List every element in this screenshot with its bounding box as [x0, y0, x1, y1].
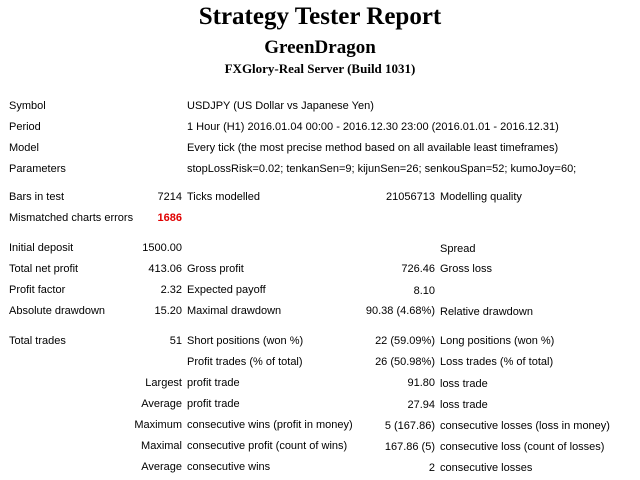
- initial-deposit-value: 1500.00: [142, 242, 182, 254]
- symbol-value: USDJPY (US Dollar vs Japanese Yen): [187, 100, 374, 112]
- profit-factor-label: Profit factor: [9, 284, 66, 296]
- period-label: Period: [9, 121, 41, 133]
- max-losses-label: consecutive losses (loss in money): [440, 420, 610, 432]
- average-profit-value: 27.94: [407, 399, 435, 411]
- maximal-loss-label: consecutive loss (count of losses): [440, 441, 605, 453]
- absolute-drawdown-label: Absolute drawdown: [9, 305, 106, 317]
- model-label: Model: [9, 142, 39, 154]
- short-positions-value: 22 (59.09%): [375, 335, 435, 347]
- bars-label: Bars in test: [9, 191, 65, 203]
- average-label: Average: [141, 398, 182, 410]
- maximal-profit-value: 167.86 (5): [384, 441, 435, 453]
- maximum-label: Maximum: [134, 419, 182, 431]
- long-positions-label: Long positions (won %): [440, 335, 555, 347]
- expert-name: GreenDragon: [264, 37, 376, 58]
- mismatch-value: 1686: [157, 212, 182, 224]
- maximal-drawdown-label: Maximal drawdown: [187, 305, 282, 317]
- largest-profit-label: profit trade: [187, 377, 240, 389]
- ticks-value: 21056713: [386, 191, 435, 203]
- model-value: Every tick (the most precise method based on all available least timeframes): [187, 142, 559, 154]
- bars-value: 7214: [157, 191, 182, 203]
- total-trades-label: Total trades: [9, 335, 66, 347]
- quality-label: Modelling quality: [440, 191, 522, 203]
- net-profit-value: 413.06: [148, 263, 182, 275]
- server-name: FXGlory-Real Server (Build 1031): [224, 61, 416, 76]
- average-loss-label: loss trade: [440, 399, 488, 411]
- total-trades-value: 51: [169, 335, 182, 347]
- expected-payoff-value: 8.10: [413, 285, 435, 297]
- expected-payoff-label: Expected payoff: [187, 284, 266, 296]
- short-positions-label: Short positions (won %): [187, 335, 304, 347]
- largest-loss-label: loss trade: [440, 378, 488, 390]
- ticks-label: Ticks modelled: [187, 191, 260, 203]
- mismatch-label: Mismatched charts errors: [9, 212, 134, 224]
- gross-loss-label: Gross loss: [440, 263, 492, 275]
- relative-drawdown-label: Relative drawdown: [440, 306, 533, 318]
- gross-profit-value: 726.46: [401, 263, 435, 275]
- maximal-drawdown-value: 90.38 (4.68%): [365, 305, 435, 317]
- average-wins-value: 2: [428, 462, 435, 474]
- parameters-label: Parameters: [9, 163, 66, 175]
- average-wins-label: consecutive wins: [187, 461, 271, 473]
- average-losses-label: consecutive losses: [440, 462, 533, 474]
- profit-trades-label: Profit trades (% of total): [187, 356, 303, 368]
- loss-trades-label: Loss trades (% of total): [440, 356, 554, 368]
- symbol-label: Symbol: [9, 100, 46, 112]
- largest-profit-value: 91.80: [407, 377, 435, 389]
- profit-trades-value: 26 (50.98%): [375, 356, 435, 368]
- average-profit-label: profit trade: [187, 398, 240, 410]
- spread-label: Spread: [440, 243, 476, 255]
- report-title: Strategy Tester Report: [198, 3, 442, 30]
- max-wins-value: 5 (167.86): [384, 420, 435, 432]
- maximal-label: Maximal: [141, 440, 182, 452]
- initial-deposit-label: Initial deposit: [9, 242, 74, 254]
- net-profit-label: Total net profit: [9, 263, 79, 275]
- largest-label: Largest: [145, 377, 182, 389]
- maximal-profit-label: consecutive profit (count of wins): [187, 440, 348, 452]
- gross-profit-label: Gross profit: [187, 263, 244, 275]
- parameters-value: stopLossRisk=0.02; tenkanSen=9; kijunSen=26; senkouSpan=52; kumoJoy=60;: [187, 163, 577, 175]
- period-value: 1 Hour (H1) 2016.01.04 00:00 - 2016.12.30 23:00 (2016.01.01 - 2016.12.31): [187, 121, 559, 133]
- profit-factor-value: 2.32: [160, 284, 182, 296]
- max-wins-label: consecutive wins (profit in money): [187, 419, 353, 431]
- absolute-drawdown-value: 15.20: [154, 305, 182, 317]
- average-consecutive-label: Average: [141, 461, 182, 473]
